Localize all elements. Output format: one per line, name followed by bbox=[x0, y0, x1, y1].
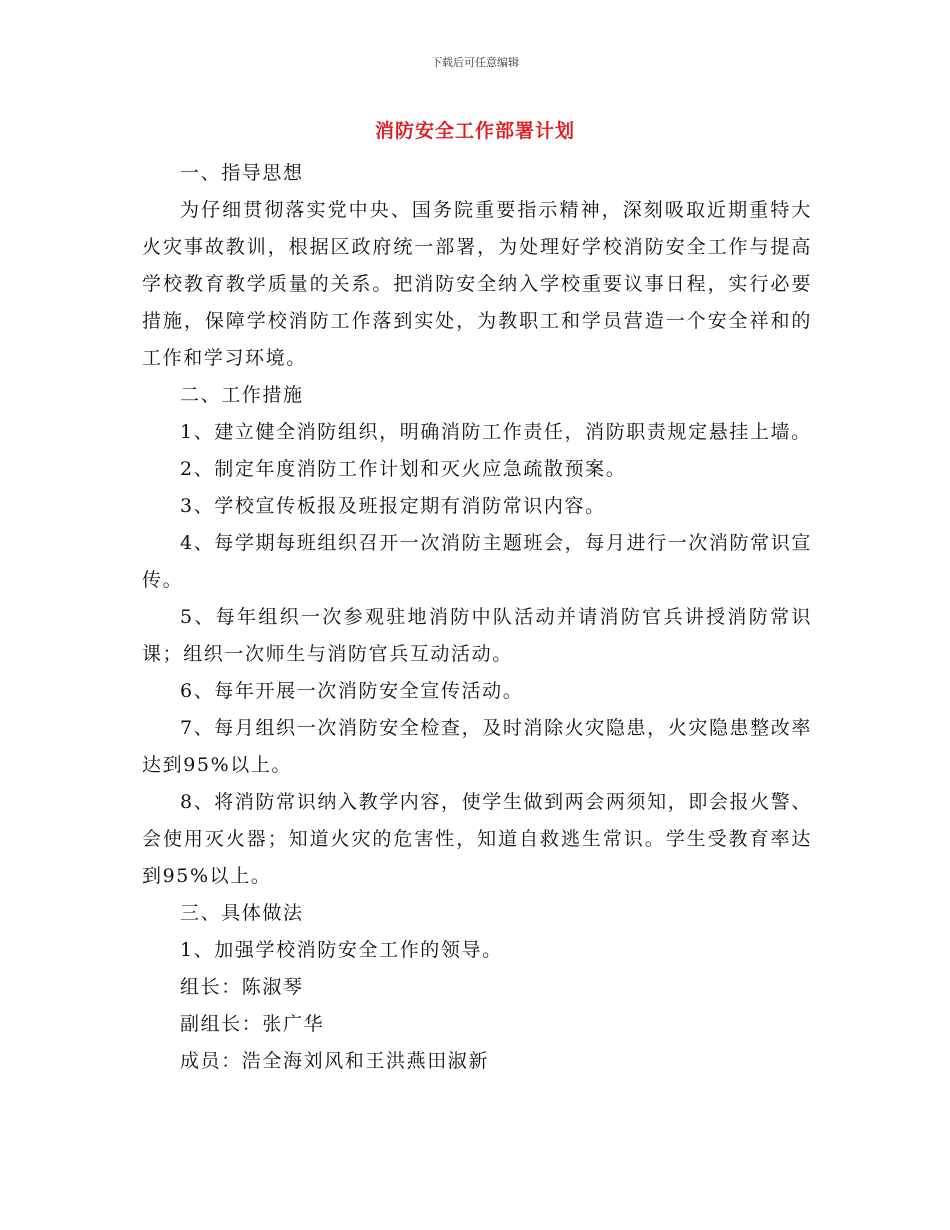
header-note: 下载后可任意编辑 bbox=[431, 56, 519, 69]
deputy-team-leader: 副组长：张广华 bbox=[180, 1013, 325, 1035]
measure-item-8: 8、将消防常识纳入教学内容，使学生做到两会两须知，即会报火警、会使用灭火器；知道火灾的危害性，知道自救逃生常识。学生受教育率达到95%以上。 bbox=[142, 791, 812, 887]
section-heading-work-measures: 二、工作措施 bbox=[180, 384, 304, 406]
document-title: 消防安全工作部署计划 bbox=[374, 120, 575, 142]
measure-item-1: 1、建立健全消防组织，明确消防工作责任，消防职责规定悬挂上墙。 bbox=[180, 421, 812, 443]
section-heading-guiding-ideology: 一、指导思想 bbox=[180, 162, 304, 184]
document-body bbox=[142, 155, 812, 1080]
team-leader: 组长：陈淑琴 bbox=[180, 976, 304, 998]
section-heading-specific-methods: 三、具体做法 bbox=[180, 902, 304, 924]
measure-item-6: 6、每年开展一次消防安全宣传活动。 bbox=[180, 680, 524, 702]
method-item-1: 1、加强学校消防安全工作的领导。 bbox=[180, 939, 503, 961]
team-members: 成员：浩全海刘风和王洪燕田淑新 bbox=[180, 1050, 490, 1072]
measure-item-2: 2、制定年度消防工作计划和灭火应急疏散预案。 bbox=[180, 458, 627, 480]
measure-item-5: 5、每年组织一次参观驻地消防中队活动并请消防官兵讲授消防常识课；组织一次师生与消防官兵互动活动。 bbox=[142, 606, 812, 665]
measure-item-3: 3、学校宣传板报及班报定期有消防常识内容。 bbox=[180, 495, 606, 517]
measure-item-4: 4、每学期每班组织召开一次消防主题班会，每月进行一次消防常识宣传。 bbox=[142, 532, 812, 591]
measure-item-7: 7、每月组织一次消防安全检查，及时消除火灾隐患，火灾隐患整改率达到95%以上。 bbox=[142, 717, 812, 776]
paragraph-guiding-ideology: 为仔细贯彻落实党中央、国务院重要指示精神，深刻吸取近期重特大火灾事故教训，根据区政府统一部署，为处理好学校消防安全工作与提高学校教育教学质量的关系。把消防安全纳入学校重要议事日程，实行必要措施，保障学校消防工作落到实处，为教职工和学员营造一个安全祥和的工作和学习环境。 bbox=[142, 199, 812, 369]
